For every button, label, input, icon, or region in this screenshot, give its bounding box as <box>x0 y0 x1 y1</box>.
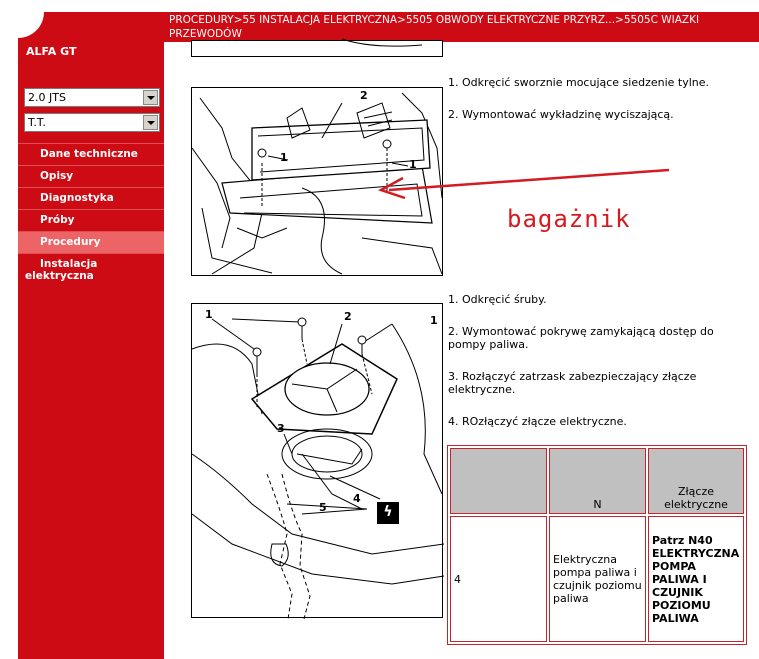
table-header-number <box>450 448 547 514</box>
fuel-pump-drawing <box>192 304 444 619</box>
table-cell-number: 4 <box>450 516 547 642</box>
callout-1a: 1 <box>280 151 288 164</box>
sidebar-menu <box>18 143 164 285</box>
connector-table <box>447 445 747 645</box>
figure2-step-4: 4. ROzłączyć złącze elektryczne. <box>448 415 627 428</box>
version-select[interactable] <box>24 113 160 132</box>
sidebar-item-opisy[interactable]: Opisy <box>18 165 164 187</box>
breadcrumb <box>164 12 759 42</box>
callout-2: 2 <box>360 89 368 102</box>
sidebar-item-diagnostyka[interactable]: Diagnostyka <box>18 187 164 209</box>
handwritten-annotation: bagażnik <box>507 205 631 233</box>
table-row <box>450 516 744 642</box>
figure2-step-3: 3. Rozłączyć zatrzask zabezpieczający złącze elektryczne. <box>448 370 697 396</box>
chevron-down-icon[interactable] <box>143 90 158 105</box>
callout-1b: 1 <box>430 314 438 327</box>
engine-select[interactable] <box>24 88 160 107</box>
previous-figure-drawing <box>192 41 444 58</box>
main-content <box>164 42 759 659</box>
electric-hazard-icon: ϟ <box>383 504 393 520</box>
table-cell-name: Elektryczna pompa paliwa i czujnik poziomu paliwa <box>549 516 646 642</box>
figure2-step-1: 1. Odkręcić śruby. <box>448 293 547 306</box>
figure1-step-2: 2. Wymontować wykładzinę wyciszającą. <box>448 108 674 121</box>
callout-1b: 1 <box>409 158 417 171</box>
callout-2: 2 <box>344 310 352 323</box>
engine-select-value: 2.0 JTS <box>28 91 66 104</box>
breadcrumb-line-1[interactable]: PROCEDURY>55 INSTALACJA ELEKTRYCZNA>5505 OBWODY ELEKTRYCZNE PRZYRZ...>5505C WIAZKI PRZEWODÓW <box>169 14 700 40</box>
table-header-row <box>450 448 744 514</box>
red-arrow-icon <box>369 162 689 202</box>
callout-1a: 1 <box>205 308 213 321</box>
previous-figure-bottom <box>191 40 443 57</box>
figure-fuel-pump-diagram <box>191 303 443 618</box>
sidebar-item-dane-techniczne[interactable]: Dane techniczne <box>18 143 164 165</box>
table-header-connector: Złącze elektryczne <box>648 448 744 514</box>
table-header-name: N <box>549 448 646 514</box>
figure2-step-2: 2. Wymontować pokrywę zamykającą dostęp do pompy paliwa. <box>448 325 714 351</box>
callout-4: 4 <box>353 492 361 505</box>
sidebar-corner-curve <box>18 12 44 38</box>
sidebar-item-proby[interactable]: Próby <box>18 209 164 231</box>
callout-5: 5 <box>319 501 327 514</box>
sidebar-item-procedury[interactable]: Procedury <box>18 231 164 253</box>
callout-3: 3 <box>277 422 285 435</box>
version-select-value: T.T. <box>28 116 46 129</box>
figure1-step-1: 1. Odkręcić sworznie mocujące siedzenie tylne. <box>448 76 710 89</box>
car-model-title: ALFA GT <box>26 45 77 58</box>
sidebar <box>18 12 164 659</box>
sidebar-item-instalacja-elektryczna[interactable]: Instalacja elektryczna <box>18 253 164 285</box>
table-cell-connector-link[interactable]: Patrz N40 ELEKTRYCZNA POMPA PALIWA I CZUJNIK POZIOMU PALIWA <box>648 516 744 642</box>
chevron-down-icon[interactable] <box>143 115 158 130</box>
